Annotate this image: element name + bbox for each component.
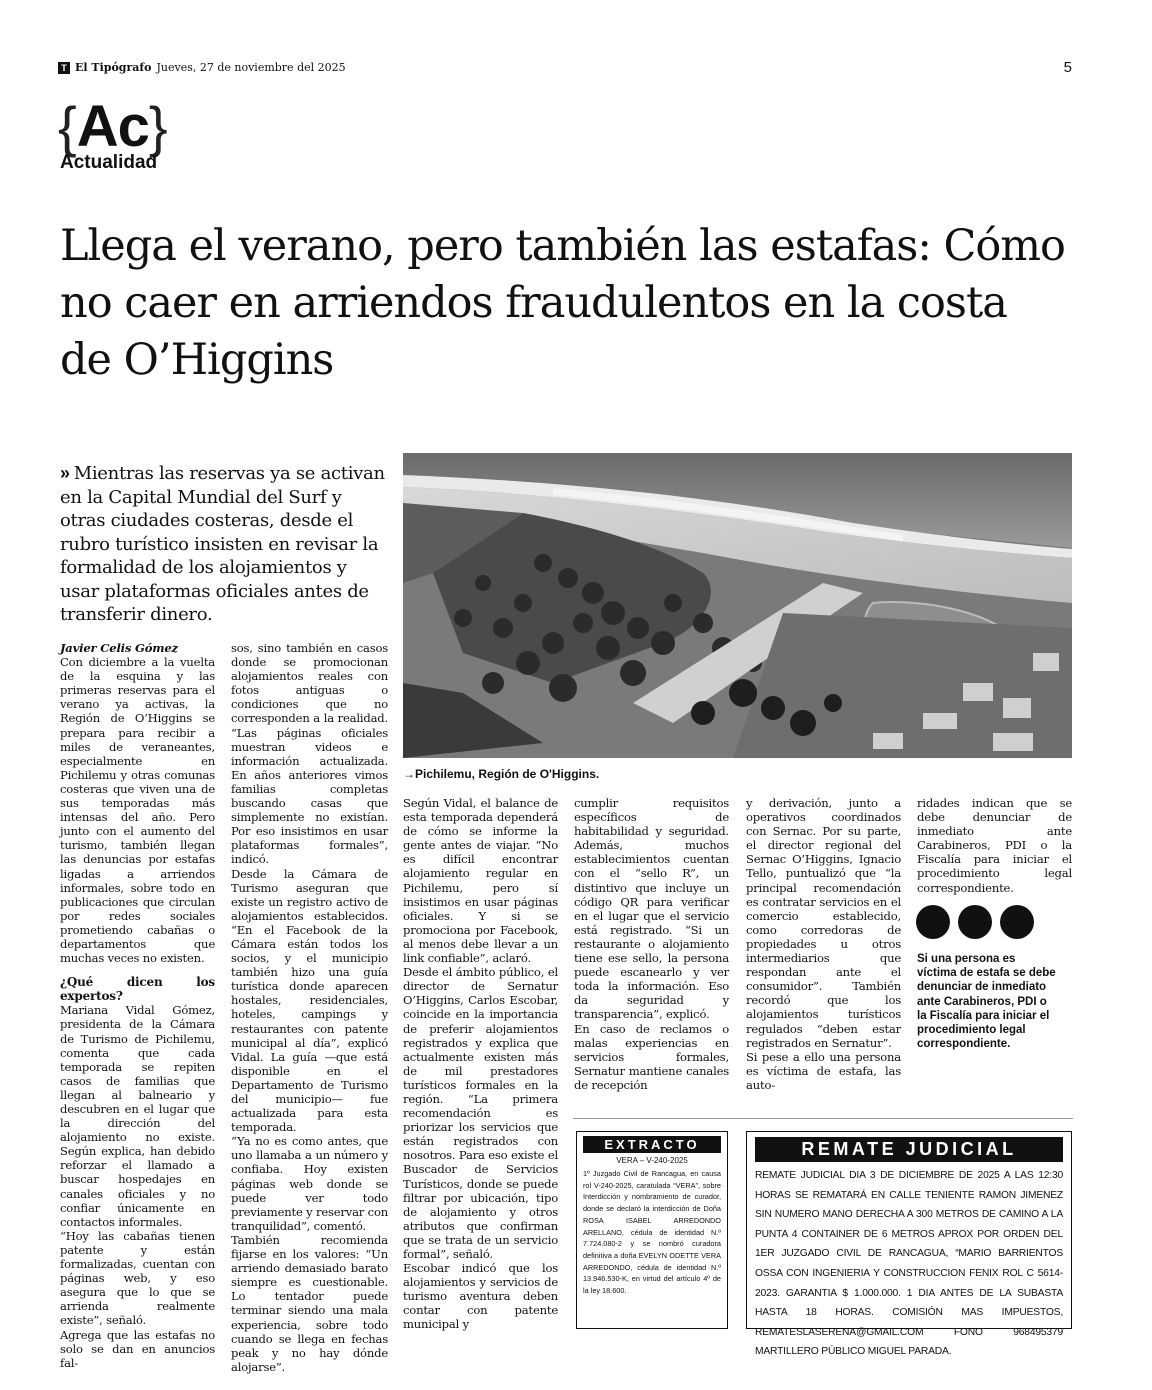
paragraph: “Ya no es como antes, que uno llamaba a un número y confiaba. Hoy existen páginas web donde se puede ver todo previamente y reservar con tranquilidad”, comentó.: [231, 1134, 388, 1233]
ad-extracto: [576, 1131, 728, 1329]
article-column-1: [60, 641, 215, 1370]
paragraph: También recomienda fijarse en los valores: “Un arriendo demasiado barato siempre es cuestionable. Lo tentador puede terminar siendo una mala experiencia, sobre todo cuando se llega en fechas peak y no hay dónde alojarse”.: [231, 1232, 388, 1374]
publication-name: El Tipógrafo: [75, 61, 152, 74]
paragraph: Desde el ámbito público, el director de Sernatur O’Higgins, Carlos Escobar, coincide en la importancia de preferir alojamientos registrados y explica que actualmente existen más de mil prestadores turísticos formales en la región. “La primera recomendación es priorizar los servicios que están registrados con nosotros. Para eso existe el Buscador de Servicios Turísticos, donde se puede filtrar por ubicación, tipo de alojamiento y otros atributos que confirman que se trata de un servicio formal”, señaló.: [403, 965, 558, 1261]
ad-remate-title: REMATE JUDICIAL: [755, 1137, 1063, 1162]
article-photo: [403, 453, 1072, 758]
article-headline: Llega el verano, pero también las estafas: Cómo no caer en arriendos fraudulentos en la costa de O’Higgins: [60, 221, 1065, 385]
dot-icon: [958, 905, 992, 939]
paragraph: cumplir requisitos específicos de habitabilidad y seguridad. Además, muchos establecimientos cuentan con el “sello R”, un distintivo que incluye un código QR para verificar en el lugar que el servicio está registrado. “Si un restaurante o alojamiento tiene ese sello, la persona puede escanearlo y ver toda la información. Eso da seguridad y transparencia”, explicó.: [574, 796, 729, 1022]
paragraph: y derivación, junto a operativos coordinados con Sernac. Por su parte, el director regional del Sernac O’Higgins, Ignacio Tello, puntualizó que “la principal recomendación es contratar servicios en el comercio establecido, como corredoras de propiedades u otros intermediarios que respondan ante el consumidor”. También recordó que los alojamientos turísticos regulados “deben estar registrados en Sernatur”.: [746, 796, 901, 1050]
pull-quote-dots: [916, 905, 1034, 939]
article-column-4: [574, 796, 729, 1092]
section-name: Actualidad: [60, 152, 158, 173]
ad-extracto-subtitle: VERA – V-240-2025: [616, 1156, 688, 1165]
paragraph: Con diciembre a la vuelta de la esquina y las primeras reservas para el verano ya activas, la Región de O’Higgins se prepara para recibir a miles de veraneantes, especialmente en Pichilemu y otras comunas costeras que viven una de sus temporadas más intensas del año. Pero junto con el aumento del turismo, también llegan las denuncias por estafas ligadas a arriendos informales, sobre todo en publicaciones que circulan por redes sociales prometiendo cabañas o departamentos que muchas veces no existen.: [60, 655, 215, 966]
article-column-5: [746, 796, 901, 1092]
ad-extracto-body: 1º Juzgado Civil de Rancagua, en causa rol V-240-2025, caratulada “VERA”, sobre Interdicción y nombramiento de curador, donde se declaró la interdicción de Doña ROSA ISABEL ARREDONDO ARELLANO, cédula de identidad N.º 7.724.080-2 y se nombró curadora definitiva a doña EVELYN ODETTE VERA ARREDONDO, cédula de identidad N.º 13.946.530-K, en virtud del artículo 4º de la ley 18.600.: [583, 1169, 721, 1296]
section-logo: [58, 94, 168, 174]
paragraph: sos, sino también en casos donde se promocionan alojamientos reales con fotos antiguas o condiciones que no corresponden a la realidad. “Las páginas oficiales muestran videos e información actualizada. En años anteriores vimos familias completas buscando casas que simplemente no existían. Por eso insistimos en usar plataformas formales”, indicó.: [231, 641, 388, 867]
page-number: 5: [1063, 59, 1072, 76]
paragraph: Según Vidal, el balance de esta temporada dependerá de cómo se informe la gente antes de viajar. “No es difícil encontrar alojamiento regular en Pichilemu, pero sí insistimos en usar páginas oficiales. Y si se promociona por Facebook, al menos debe llevar a un link confiable”, aclaró.: [403, 796, 558, 966]
article-lede: [60, 462, 390, 627]
paragraph: Agrega que las estafas no solo se dan en anuncios fal-: [60, 1327, 215, 1370]
aerial-photo-illustration: [403, 453, 1072, 758]
lede-text: Mientras las reservas ya se activan en la Capital Mundial del Surf y otras ciudades costeras, desde el rubro turístico insisten en revisar la formalidad de los alojamientos y usar plataformas oficiales antes de transferir dinero.: [60, 463, 385, 625]
article-column-6: [917, 796, 1072, 895]
masthead: [58, 61, 346, 74]
paragraph: Si pese a ello una persona es víctima de estafa, las auto-: [746, 1049, 901, 1092]
section-abbr: Ac: [76, 94, 149, 159]
brace-close: }: [148, 95, 168, 158]
ad-extracto-title: EXTRACTO: [583, 1136, 721, 1153]
newspaper-logo-icon: T: [58, 62, 70, 74]
ad-remate-body: REMATE JUDICIAL DIA 3 DE DICIEMBRE DE 2025 A LAS 12:30 HORAS SE REMATARÁ EN CALLE TENIENTE RAMON JIMENEZ SIN NUMERO MANO DERECHA A 300 METROS DE CAMINO A LA PUNTA 4 CONTAINER DE 6 METROS APROX POR ORDEN DEL 1ER JUZGADO CIVIL DE RANCAGUA, “MARIO BARRIENTOS OSSA CON INGENIERIA Y CONSTRUCCION FENIX ROL C 5614-2023. GARANTIA $ 1.000.000. 1 DIA ANTES DE LA SUBASTA HASTA 18 HORAS. COMISIÓN MAS IMPUESTOS, REMATESLASERENA@GMAIL.COM FONO 968495379 MARTILLERO PÚBLICO MIGUEL PARADA.: [755, 1170, 1063, 1358]
article-column-2: [231, 641, 388, 1374]
dot-icon: [916, 905, 950, 939]
brace-open: {: [58, 95, 77, 158]
pull-quote: Si una persona es víctima de estafa se debe denunciar de inmediato ante Carabineros, PDI o la Fiscalía para iniciar el procedimiento legal correspondiente.: [917, 953, 1056, 1051]
issue-date: Jueves, 27 de noviembre del 2025: [156, 61, 346, 74]
paragraph: En caso de reclamos o malas experiencias en servicios formales, Sernatur mantiene canales de recepción: [574, 1021, 729, 1092]
paragraph: Mariana Vidal Gómez, presidenta de la Cámara de Turismo de Pichilemu, comenta que cada temporada se repiten casos de familias que llegan al balneario y descubren en el lugar que la dirección del alojamiento no existe. Según explica, han debido reforzar el llamado a buscar hospedajes en canales oficiales y no confiar únicamente en contactos informales.: [60, 1003, 215, 1229]
subheading: ¿Qué dicen los expertos?: [60, 975, 215, 1004]
article-column-3: [403, 796, 558, 1332]
paragraph: “Hoy las cabañas tienen patente y están formalizadas, cuentan con páginas web, y eso asegura que lo que se arrienda realmente existe”, señaló.: [60, 1228, 215, 1328]
paragraph: Escobar indicó que los alojamientos y servicios de turismo aventura deben contar con patente municipal y: [403, 1261, 558, 1332]
lede-marker-icon: »: [60, 463, 70, 483]
ad-remate-judicial: [746, 1131, 1072, 1358]
ads-divider: [573, 1118, 1073, 1119]
paragraph: Desde la Cámara de Turismo aseguran que existe un registro activo de alojamientos establecidos. “En el Facebook de la Cámara están todos los socios, y el municipio también hizo una guía turística donde aparecen hostales, residenciales, hoteles, campings y restaurantes con patente municipal al día”, explicó Vidal. La guía —que está disponible en el Departamento de Turismo del municipio— fue actualizada para esta temporada.: [231, 866, 388, 1135]
byline: Javier Celis Gómez: [60, 641, 178, 655]
paragraph: ridades indican que se debe denunciar de inmediato ante Carabineros, PDI o la Fiscalía para iniciar el procedimiento legal correspondiente.: [917, 796, 1072, 895]
photo-caption: →Pichilemu, Región de O'Higgins.: [403, 767, 600, 781]
dot-icon: [1000, 905, 1034, 939]
